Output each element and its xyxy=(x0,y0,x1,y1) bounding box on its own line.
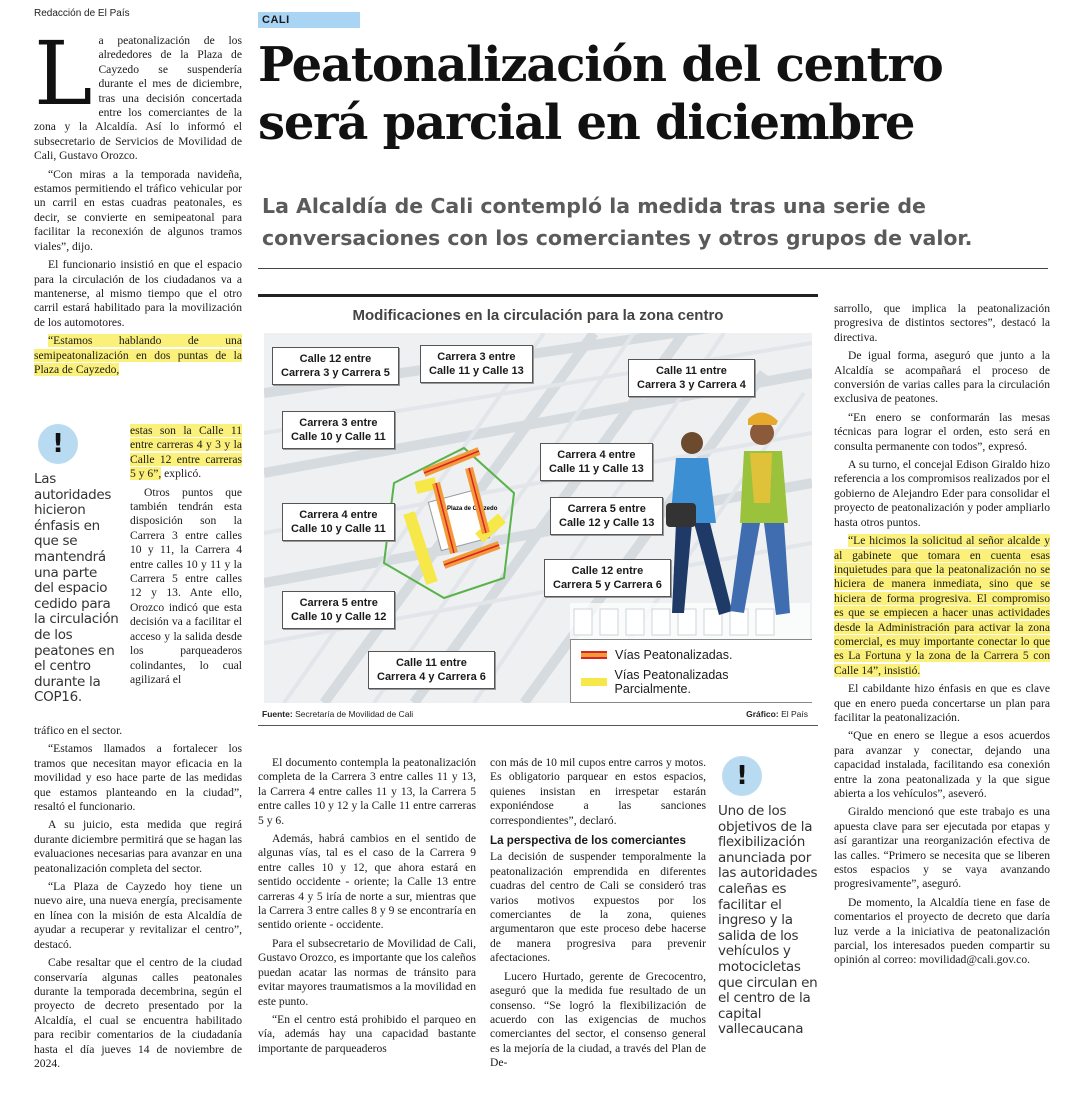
article-column-1-lower xyxy=(34,724,242,1075)
headline: Peatonalización del centro será parcial en diciembre xyxy=(258,37,943,151)
paragraph: Giraldo mencionó que este trabajo es una apuesta clave para ser ejecutada por etapas y así garantizar una reorganización efectiva de las calles. “Primero se necesita que se liberen estos espacios y se vaya avanzando progresivamente”, aseguró. xyxy=(834,805,1050,891)
divider xyxy=(258,268,1048,269)
section-subheading: La perspectiva de los comerciantes xyxy=(490,834,686,848)
infographic xyxy=(258,294,818,726)
map-label: Calle 12 entre Carrera 3 y Carrera 5 xyxy=(272,347,399,385)
callout-text: Uno de los objetivos de la flexibilización anunciada por las autoridades caleñas es facilitar el ingreso y la salida de los vehículos y motocicletas que circulan en el centro de la capital vallecaucana xyxy=(718,803,818,1038)
map-label: Carrera 3 entre Calle 11 y Calle 13 xyxy=(420,345,533,383)
legend-item: Vías Peatonalizadas Parcialmente. xyxy=(614,668,729,696)
highlighted-quote: estas son la Calle 11 entre carreras 4 y 3 y la Calle 12 entre carreras 5 y 6”, xyxy=(130,424,242,481)
map-label: Calle 11 entre Carrera 4 y Carrera 6 xyxy=(368,651,495,689)
graphic-credit-label: Gráfico: xyxy=(746,709,779,719)
map-label: Carrera 4 entre Calle 11 y Calle 13 xyxy=(540,443,653,481)
source-label: Fuente: xyxy=(262,709,293,719)
legend-item: Vías Peatonalizadas. xyxy=(615,648,733,662)
paragraph: Otros puntos que también tendrán esta disposición son la Carrera 3 entre calles 10 y 11, la Carrera 4 entre calles 10 y 11 y la Carrera 5 entre calles 12 y 13. Ante ello, Orozco indicó que esta decisión va a facilitar el acceso y la salida desde los parqueaderos colindantes, lo cual agilizará el xyxy=(130,485,242,686)
graphic-credit xyxy=(746,709,808,719)
callout-box-right xyxy=(718,756,818,1038)
graphic-source xyxy=(262,709,413,719)
exclamation-icon: ! xyxy=(38,424,78,464)
drop-cap: L xyxy=(34,22,93,125)
paragraph: sarrollo, que implica la peatonalización progresiva de distintos sectores”, destacó la directiva. xyxy=(834,302,1050,344)
article-column-4 xyxy=(834,302,1050,972)
paragraph: Cabe resaltar que el centro de la ciudad conservaría algunas calles peatonales durante la temporada decembrina, según el proyecto de decreto presentado por la Alcaldía, el cual se encuentra habilitado para recibir comentarios de la ciudadanía hasta el día jueves 14 de noviembre de 2024. xyxy=(34,956,242,1070)
paragraph: Lucero Hurtado, gerente de Grecocentro, aseguró que la medida fue resultado de un consenso. “Se logró la flexibilización de acuerdo con las exigencias de muchos comerciantes del sector, el consenso general es la mejoría de la ciudad, a través del Plan de De- xyxy=(490,969,706,1070)
plaza-label: Plaza de Cayzedo xyxy=(447,506,498,512)
section-tag: CALI xyxy=(258,12,360,28)
paragraph: “Con miras a la temporada navideña, estamos permitiendo el tráfico vehicular por un carril en estas cuadras peatonales, es decir, se convierte en semipeatonal para facilitar la reconexión de algunos tramos viales”, dijo. xyxy=(34,167,242,253)
map-label: Carrera 4 entre Calle 10 y Calle 11 xyxy=(282,503,395,541)
map-legend xyxy=(570,639,812,703)
article-column-2 xyxy=(258,756,476,1060)
exclamation-icon: ! xyxy=(722,756,762,796)
paragraph: De momento, la Alcaldía tiene en fase de comentarios el proyecto de decreto que daría luz verde a la iniciativa de peatonalización parcial, los interesados pueden compartir su opinión al correo: movilidad@cali.gov.co. xyxy=(834,895,1050,967)
map-label: Carrera 5 entre Calle 12 y Calle 13 xyxy=(550,497,663,535)
street-map xyxy=(264,333,812,703)
paragraph: A su turno, el concejal Edison Giraldo hizo referencia a los compromisos realizados por el gobierno de Alejandro Eder para consolidar el proyecto de peatonalización y poder ampliarlo hasta otros puntos. xyxy=(834,458,1050,529)
article-column-3 xyxy=(490,756,706,1075)
paragraph: El cabildante hizo énfasis en que es clave que en enero pueda concertarse un plan para facilitar la peatonalización. xyxy=(834,682,1050,724)
map-label: Carrera 3 entre Calle 10 y Calle 11 xyxy=(282,411,395,449)
paragraph: El funcionario insistió en que el espacio para la circulación de los ciudadanos va a mantenerse, al mismo tiempo que el otro carril estará habilitado para la movilización de los automotores. xyxy=(34,258,242,329)
partial-legend-swatch xyxy=(581,678,607,686)
paragraph: tráfico en el sector. xyxy=(34,724,123,737)
paragraph: Además, habrá cambios en el sentido de algunas vías, tal es el caso de la Carrera 9 entre calles 10 y 12, que ahora estará en sentido occidente - oriente; la Calle 13 entre carreras 4 y 5 iría de norte a sur, mientras que la Carrera 3 entre calles 8 y 9 se encontraría en sentido oriente - occidente. xyxy=(258,832,476,932)
map-label: Calle 12 entre Carrera 5 y Carrera 6 xyxy=(544,559,671,597)
paragraph: “La Plaza de Cayzedo hoy tiene un nuevo aire, una nueva energía, precisamente en línea con la misión de esta Alcaldía de ayudar a recuperar y revitalizar el centro”, destacó. xyxy=(34,880,242,951)
highlighted-quote: “Le hicimos la solicitud al señor alcalde y al gabinete que tomara en cuenta esas inquietudes para que la peatonalización no se hiciera de manera inmediata, sino que se hiciera de forma progresiva. El compromiso es que se empiecen a hacer unas actividades desde la Administración para activar la zona comercial, es muy importante conectar lo que es La Fortuna y la zona de la Carrera 5 con Calle 14”, insistió. xyxy=(834,534,1050,677)
map-label: Calle 11 entre Carrera 3 y Carrera 4 xyxy=(628,359,755,397)
pedestrian-legend-swatch xyxy=(581,651,607,659)
paragraph: con más de 10 mil cupos entre carros y motos. Es obligatorio parquear en estos espacios, quienes insistan en irrespetar estarán exponiéndose a las sanciones correspondientes”, declaró. xyxy=(490,756,706,827)
highlighted-quote: “Estamos hablando de una semipeatonalización en dos puntas de la Plaza de Cayzedo, xyxy=(34,334,242,376)
lead-paragraph: a peatonalización de los alrededores de la Plaza de Cayzedo se suspendería durante el mes de diciembre, tras una decisión concertada entre los comerciantes de la zona y la Alcaldía. Así lo informó el subsecretario de Servicios de Movilidad de Cali, Gustavo Orozco. xyxy=(34,34,242,163)
source-text: Secretaría de Movilidad de Cali xyxy=(295,709,414,719)
map-label: Carrera 5 entre Calle 10 y Calle 12 xyxy=(282,591,395,629)
callout-box-left xyxy=(34,424,120,706)
paragraph: “En enero se conformarán las mesas técnicas para lograr el orden, esto será en consulta permanente con todos”, expresó. xyxy=(834,410,1050,453)
paragraph: Para el subsecretario de Movilidad de Cali, Gustavo Orozco, es importante que los caleños puedan acatar las normas de tránsito para evitar mayores traumatismos a la movilidad en este punto. xyxy=(258,936,476,1008)
byline: Redacción de El País xyxy=(34,8,130,19)
graphic-credit-text: El País xyxy=(781,709,808,719)
paragraph: El documento contempla la peatonalización completa de la Carrera 3 entre calles 11 y 13, la Carrera 4 entre calles 11 y 13, la Carrera 5 entre calles 10 y 12 y la Calle 11 entre carreras 5 y 6. xyxy=(258,756,476,827)
paragraph: La decisión de suspender temporalmente la peatonalización emprendida en diferentes cuadras del centro de Cali se consideró tras varios motivos expuestos por los comerciantes de la zona, quienes argumentaron que este proceso debe hacerse de manera progresiva para prevenir afectaciones. xyxy=(490,850,706,965)
infographic-title: Modificaciones en la circulación para la zona centro xyxy=(352,307,724,324)
article-column-1 xyxy=(34,22,242,381)
quote-attribution: explicó. xyxy=(161,467,202,481)
paragraph: De igual forma, aseguró que junto a la Alcaldía se acompañará el proceso de conversión de varias calles para la circulación exclusiva de peatones. xyxy=(834,349,1050,406)
paragraph: A su juicio, esta medida que regirá durante diciembre permitirá que se hagan las evaluaciones necesarias para avanzar en una peatonalización completa del sector. xyxy=(34,818,242,875)
paragraph: “Estamos llamados a fortalecer los tramos que necesitan mayor eficacia en la movilidad y eso hace parte de las medidas que estamos planteando en la ciudad”, resaltó el funcionario. xyxy=(34,742,242,814)
paragraph: “Que en enero se llegue a esos acuerdos para avanzar y conectar, dejando una capacidad instalada, facilitando esa conexión entre la zona peatonalizada y la que sigue abierta a los vehículos”, aseveró. xyxy=(834,729,1050,800)
article-column-narrow xyxy=(130,424,242,691)
paragraph: “En el centro está prohibido el parqueo en vía, además hay una capacidad bastante importante de parqueaderos xyxy=(258,1012,476,1055)
callout-text: Las autoridades hicieron énfasis en que se mantendrá una parte del espacio cedido para la circulación de los peatones en el centro durante la COP16. xyxy=(34,471,119,706)
subhead: La Alcaldía de Cali contempló la medida tras una serie de conversaciones con los comerciantes y otros grupos de valor. xyxy=(262,194,973,250)
